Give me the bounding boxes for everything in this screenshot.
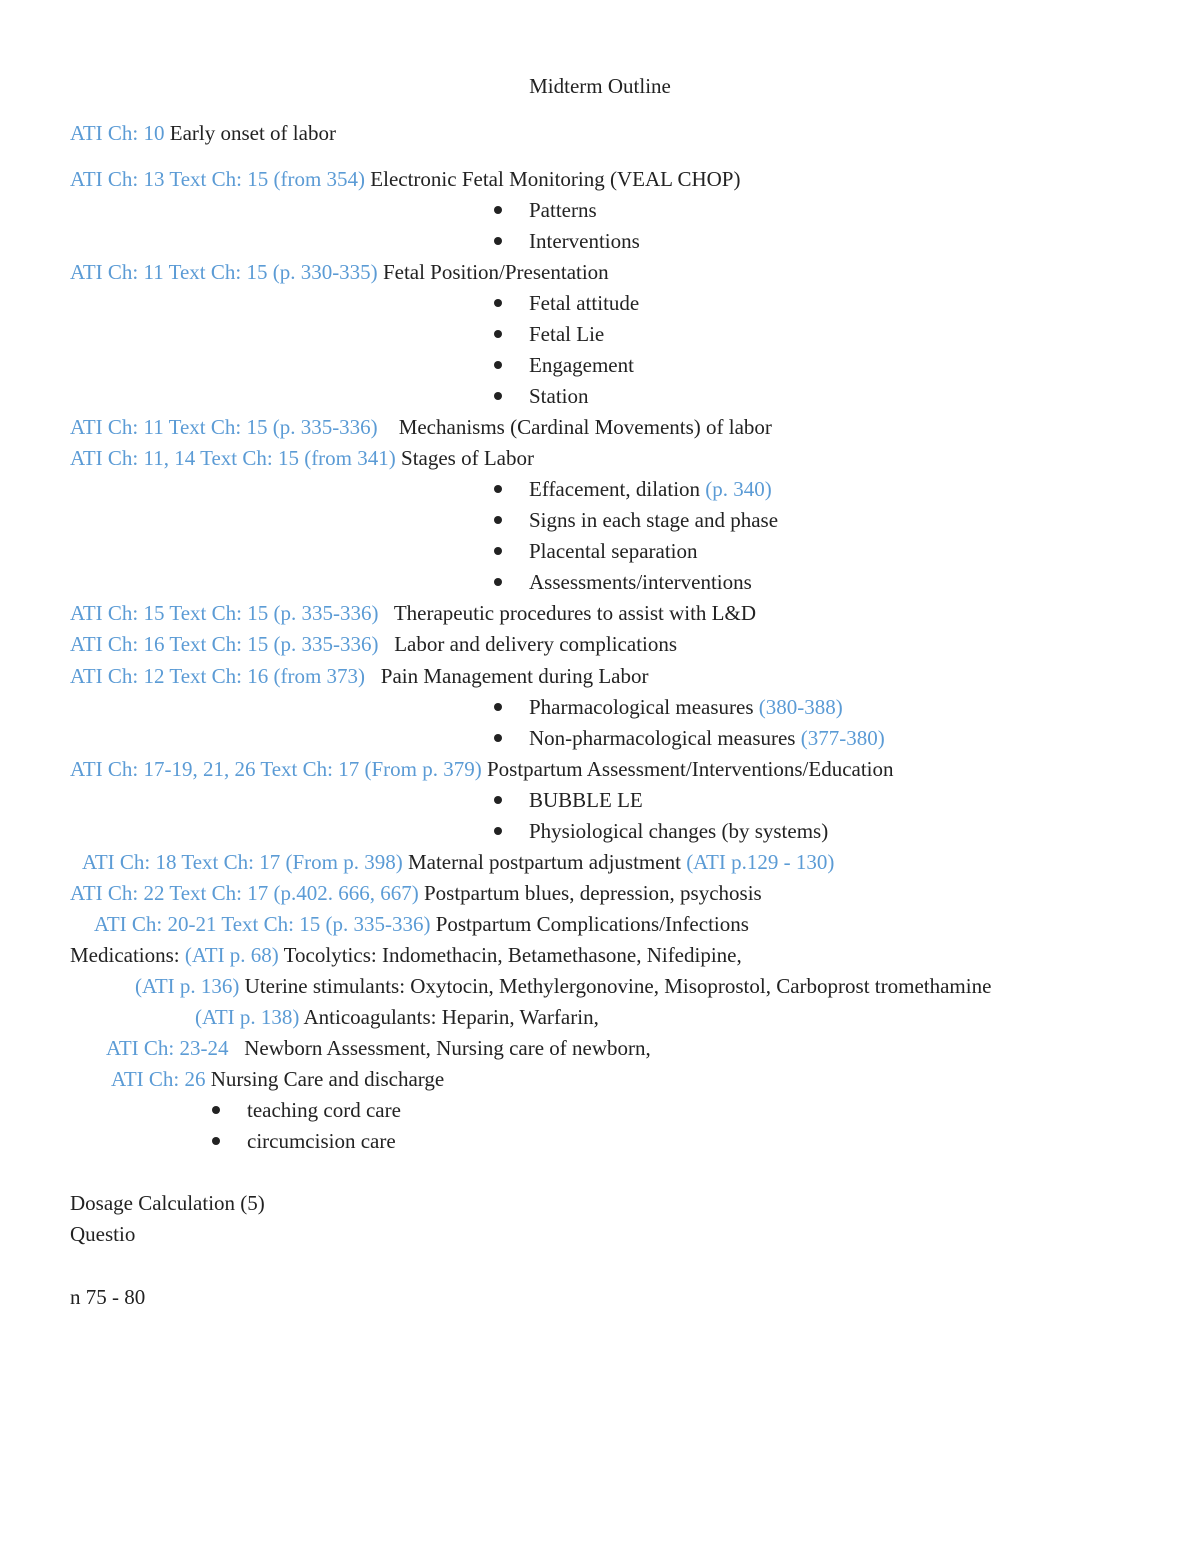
outline-heading xyxy=(70,664,648,688)
bullet-icon xyxy=(494,206,502,214)
bullet-text: Non-pharmacological measures xyxy=(529,726,801,750)
outline-heading xyxy=(70,632,677,656)
bullet-item: Engagement xyxy=(529,353,634,377)
bullet-item xyxy=(529,726,885,750)
reference: ATI Ch: 23-24 xyxy=(106,1036,229,1060)
bullet-icon xyxy=(494,796,502,804)
topic: Labor and delivery complications xyxy=(378,632,678,656)
page-reference: (377-380) xyxy=(800,726,885,750)
bullet-icon xyxy=(212,1137,220,1145)
page-reference: (p. 340) xyxy=(705,477,772,501)
reference: ATI Ch: 11, 14 Text Ch: 15 (from 341) xyxy=(70,446,396,470)
bullet-text: Effacement, dilation xyxy=(529,477,706,501)
reference: ATI Ch: 26 xyxy=(111,1067,206,1091)
topic: Postpartum Assessment/Interventions/Education xyxy=(481,757,894,781)
topic: Pain Management during Labor xyxy=(365,664,649,688)
reference: ATI Ch: 22 Text Ch: 17 (p.402. 666, 667) xyxy=(70,881,419,905)
dosage-calculation: Dosage Calculation (5) xyxy=(70,1191,265,1215)
bullet-text: Pharmacological measures xyxy=(529,695,759,719)
bullet-icon xyxy=(494,361,502,369)
bullet-item xyxy=(529,695,843,719)
reference: ATI Ch: 11 Text Ch: 15 (p. 330-335) xyxy=(70,260,378,284)
reference: ATI Ch: 12 Text Ch: 16 (from 373) xyxy=(70,664,366,688)
question-label: Questio xyxy=(70,1222,136,1246)
bullet-item: teaching cord care xyxy=(247,1098,401,1122)
bullet-item: Patterns xyxy=(529,198,597,222)
outline-heading xyxy=(70,601,756,625)
topic: Early onset of labor xyxy=(164,121,336,145)
bullet-icon xyxy=(494,330,502,338)
page-reference: (ATI p.129 - 130) xyxy=(686,850,835,874)
topic: Newborn Assessment, Nursing care of newborn, xyxy=(228,1036,651,1060)
medications-line xyxy=(195,1005,599,1029)
topic: Electronic Fetal Monitoring (VEAL CHOP) xyxy=(365,167,741,191)
bullet-item: Fetal Lie xyxy=(529,322,605,346)
bullet-icon xyxy=(494,547,502,555)
topic: Postpartum blues, depression, psychosis xyxy=(418,881,762,905)
medication-class: Anticoagulants: Heparin, Warfarin, xyxy=(299,1005,599,1029)
bullet-icon xyxy=(494,392,502,400)
bullet-item: Interventions xyxy=(529,229,640,253)
bullet-icon xyxy=(494,734,502,742)
reference: ATI Ch: 15 Text Ch: 15 (p. 335-336) xyxy=(70,601,379,625)
outline-heading xyxy=(106,1036,651,1060)
topic: Therapeutic procedures to assist with L&D xyxy=(378,601,756,625)
reference: ATI Ch: 10 xyxy=(70,121,165,145)
topic: Mechanisms (Cardinal Movements) of labor xyxy=(377,415,772,439)
topic: Fetal Position/Presentation xyxy=(377,260,609,284)
outline-heading xyxy=(70,167,740,191)
reference: (ATI p. 68) xyxy=(184,943,279,967)
medications-line xyxy=(70,943,742,967)
bullet-item xyxy=(529,477,772,501)
bullet-item: Fetal attitude xyxy=(529,291,640,315)
bullet-item: Station xyxy=(529,384,589,408)
outline-heading xyxy=(70,757,894,781)
reference: (ATI p. 138) xyxy=(195,1005,300,1029)
outline-heading xyxy=(70,446,534,470)
topic: Postpartum Complications/Infections xyxy=(430,912,749,936)
outline-heading xyxy=(70,121,336,145)
outline-heading xyxy=(94,912,749,936)
outline-heading xyxy=(82,850,834,874)
page-title: Midterm Outline xyxy=(529,74,671,98)
outline-heading xyxy=(70,260,609,284)
outline-heading xyxy=(70,881,762,905)
reference: (ATI p. 136) xyxy=(135,974,240,998)
reference: ATI Ch: 11 Text Ch: 15 (p. 335-336) xyxy=(70,415,378,439)
bullet-item: Signs in each stage and phase xyxy=(529,508,779,532)
medication-class: Tocolytics: Indomethacin, Betamethasone, Nifedipine, xyxy=(278,943,742,967)
medications-line xyxy=(135,974,991,998)
bullet-icon xyxy=(494,827,502,835)
bullet-item: Placental separation xyxy=(529,539,698,563)
bullet-icon xyxy=(494,516,502,524)
bullet-icon xyxy=(494,703,502,711)
outline-heading xyxy=(111,1067,444,1091)
bullet-item: BUBBLE LE xyxy=(529,788,643,812)
bullet-item: Assessments/interventions xyxy=(529,570,752,594)
bullet-item: Physiological changes (by systems) xyxy=(529,819,829,843)
reference: ATI Ch: 18 Text Ch: 17 (From p. 398) xyxy=(82,850,403,874)
topic: Maternal postpartum adjustment xyxy=(402,850,687,874)
bullet-icon xyxy=(212,1106,220,1114)
reference: ATI Ch: 20-21 Text Ch: 15 (p. 335-336) xyxy=(94,912,431,936)
bullet-icon xyxy=(494,485,502,493)
page-reference: (380-388) xyxy=(758,695,843,719)
topic: Nursing Care and discharge xyxy=(205,1067,445,1091)
bullet-icon xyxy=(494,237,502,245)
reference: ATI Ch: 17-19, 21, 26 Text Ch: 17 (From p. 379) xyxy=(70,757,482,781)
question-range: n 75 - 80 xyxy=(70,1285,146,1309)
bullet-item: circumcision care xyxy=(247,1129,396,1153)
reference: ATI Ch: 13 Text Ch: 15 (from 354) xyxy=(70,167,366,191)
topic: Stages of Labor xyxy=(395,446,534,470)
bullet-icon xyxy=(494,578,502,586)
medication-class: Uterine stimulants: Oxytocin, Methylergonovine, Misoprostol, Carboprost tromethamine xyxy=(239,974,992,998)
reference: ATI Ch: 16 Text Ch: 15 (p. 335-336) xyxy=(70,632,379,656)
medications-label: Medications: xyxy=(70,943,185,967)
bullet-icon xyxy=(494,299,502,307)
outline-heading xyxy=(70,415,772,439)
